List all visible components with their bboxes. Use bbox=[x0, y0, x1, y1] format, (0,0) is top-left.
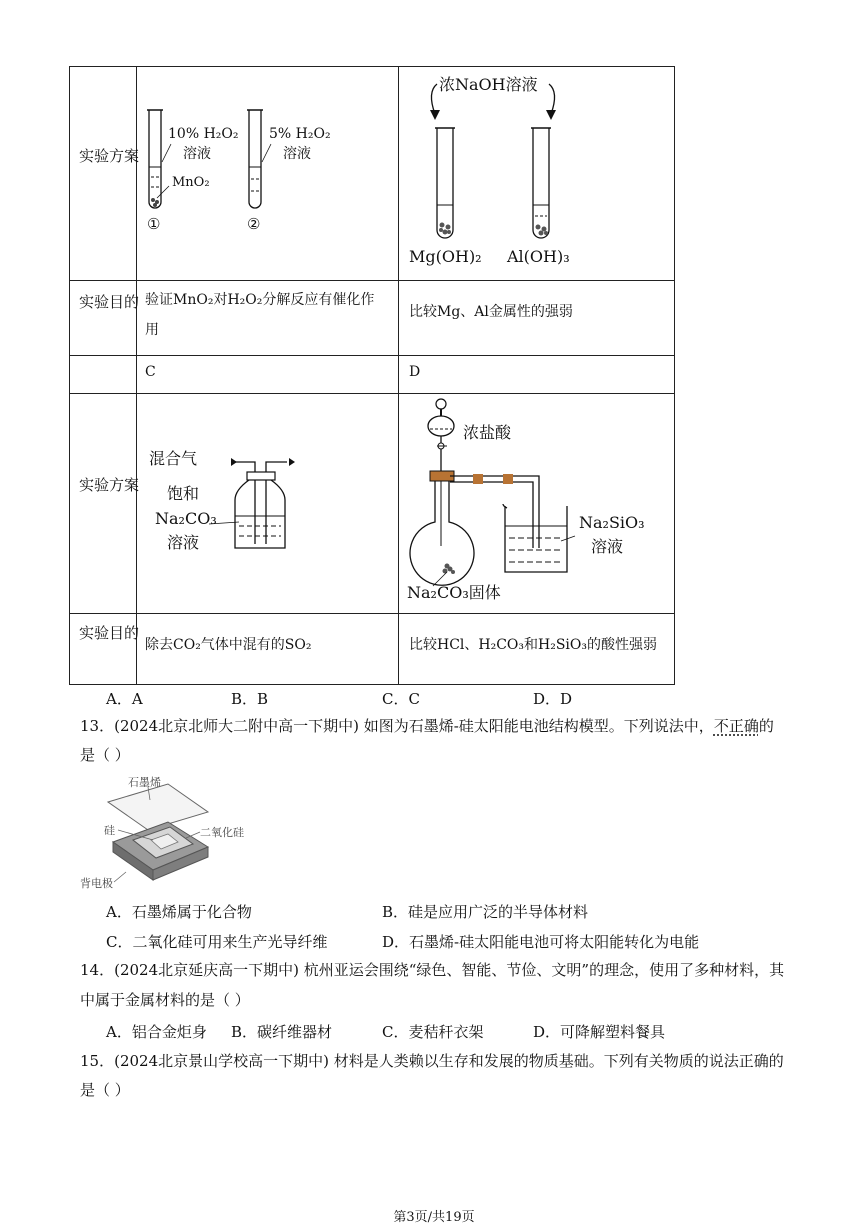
q13-stem-part1: 13．(2024北京北师大二附中高一下期中) 如图为石墨烯-硅太阳能电池结构模型。下列说法中， bbox=[80, 717, 714, 735]
saturated-label: 饱和 bbox=[167, 484, 200, 503]
row-label-purpose: 实验目的 bbox=[79, 293, 140, 311]
silicon-label: 硅 bbox=[104, 824, 115, 837]
table-border-left bbox=[69, 66, 70, 685]
wash-bottle bbox=[209, 458, 295, 548]
separatory-funnel bbox=[428, 399, 454, 472]
solid-label: Na₂CO₃固体 bbox=[407, 583, 501, 602]
q13-option-a: A．石墨烯属于化合物 bbox=[106, 903, 252, 921]
tube1-cat-label: MnO₂ bbox=[172, 175, 210, 190]
experiment-table bbox=[69, 66, 675, 685]
figure-c-wash-bottle bbox=[149, 444, 319, 559]
acid-label: 浓盐酸 bbox=[463, 423, 512, 442]
graphene-layer bbox=[108, 784, 208, 830]
q13-stem-line2: 是（ ） bbox=[80, 746, 130, 764]
q14-stem-line2: 中属于金属材料的是（ ） bbox=[80, 991, 250, 1009]
q13-stem-emphasis: 不正确 bbox=[713, 717, 759, 735]
tube2-sol-label: 溶液 bbox=[283, 146, 311, 162]
table-divider bbox=[69, 280, 675, 281]
arrow-right bbox=[549, 84, 555, 114]
row-label-purpose: 实验目的 bbox=[79, 624, 140, 642]
table-border-right bbox=[674, 66, 675, 685]
q13-option-c: C．二氧化硅可用来生产光导纤维 bbox=[106, 933, 328, 951]
tube1-conc-label: 10% H₂O₂ bbox=[168, 126, 239, 142]
q14-option-a: A．铝合金炬身 bbox=[106, 1023, 207, 1041]
figure-d-acidity bbox=[403, 396, 673, 606]
q13-stem-part2: 的 bbox=[758, 717, 774, 735]
table-border-bottom bbox=[69, 684, 675, 685]
na2co3-label: Na₂CO₃ bbox=[155, 509, 217, 528]
row-label-scheme: 实验方案 bbox=[79, 476, 140, 494]
q13-solar-cell-figure bbox=[78, 772, 278, 892]
page-footer: 第3页/共19页 bbox=[393, 1210, 475, 1225]
sio2-label: 二氧化硅 bbox=[200, 826, 244, 839]
solution-label: 溶液 bbox=[167, 533, 200, 552]
q14-stem-line1: 14．(2024北京延庆高一下期中) 杭州亚运会围绕“绿色、智能、节俭、文明”的理念，使用了多种材料，其 bbox=[80, 961, 785, 979]
q12-option-a: A．A bbox=[106, 690, 143, 708]
tube2-conc-label: 5% H₂O₂ bbox=[269, 126, 331, 142]
header-d: D bbox=[409, 364, 421, 380]
purpose-a: 验证MnO₂对H₂O₂分解反应有催化作用 bbox=[145, 292, 375, 338]
arrowhead-right bbox=[546, 110, 556, 120]
q15-stem-line2: 是（ ） bbox=[80, 1081, 130, 1099]
delivery-tube bbox=[450, 474, 539, 548]
purpose-c: 除去CO₂气体中混有的SO₂ bbox=[145, 637, 312, 653]
mixed-gas-label: 混合气 bbox=[149, 449, 198, 468]
q12-option-c: C．C bbox=[382, 690, 420, 708]
tube1-number: ① bbox=[147, 215, 161, 233]
q12-option-d: D．D bbox=[533, 690, 573, 708]
q13-stem bbox=[80, 712, 790, 740]
test-tube-al bbox=[531, 128, 551, 238]
mg-label: Mg(OH)₂ bbox=[409, 247, 482, 266]
figure-a-test-tubes bbox=[139, 92, 339, 242]
q12-option-b: B．B bbox=[231, 690, 269, 708]
solution-label-d: 溶液 bbox=[591, 537, 624, 556]
back-electrode-label: 背电极 bbox=[80, 877, 113, 890]
na2sio3-label: Na₂SiO₃ bbox=[579, 513, 645, 532]
test-tube-2 bbox=[247, 110, 271, 208]
q15-stem-line1: 15．(2024北京景山学校高一下期中) 材料是人类赖以生存和发展的物质基础。下列有关物质的说法正确的 bbox=[80, 1052, 784, 1070]
tube2-number: ② bbox=[247, 215, 261, 233]
table-divider bbox=[69, 613, 675, 614]
figure-b-hydroxides bbox=[407, 70, 607, 275]
table-divider bbox=[69, 355, 675, 356]
test-tube-1 bbox=[147, 110, 171, 208]
al-label: Al(OH)₃ bbox=[507, 247, 570, 266]
q14-option-c: C．麦秸秆衣架 bbox=[382, 1023, 484, 1041]
arrowhead-left bbox=[430, 110, 440, 120]
table-border-top bbox=[69, 66, 675, 67]
q13-option-d: D．石墨烯-硅太阳能电池可将太阳能转化为电能 bbox=[382, 933, 700, 951]
table-divider bbox=[398, 66, 399, 685]
table-divider bbox=[69, 393, 675, 394]
row-label-scheme: 实验方案 bbox=[79, 147, 140, 165]
q13-option-b: B．硅是应用广泛的半导体材料 bbox=[382, 903, 589, 921]
flask bbox=[410, 471, 474, 586]
q14-option-b: B．碳纤维器材 bbox=[231, 1023, 333, 1041]
header-c: C bbox=[145, 364, 156, 380]
q14-option-d: D．可降解塑料餐具 bbox=[533, 1023, 666, 1041]
tube1-sol-label: 溶液 bbox=[183, 146, 211, 162]
graphene-label: 石墨烯 bbox=[128, 776, 161, 789]
reagent-label: 浓NaOH溶液 bbox=[439, 75, 538, 94]
test-tube-mg bbox=[435, 128, 455, 238]
purpose-b: 比较Mg、Al金属性的强弱 bbox=[409, 304, 573, 320]
arrow-left bbox=[431, 84, 437, 114]
purpose-d: 比较HCl、H₂CO₃和H₂SiO₃的酸性强弱 bbox=[409, 637, 658, 653]
